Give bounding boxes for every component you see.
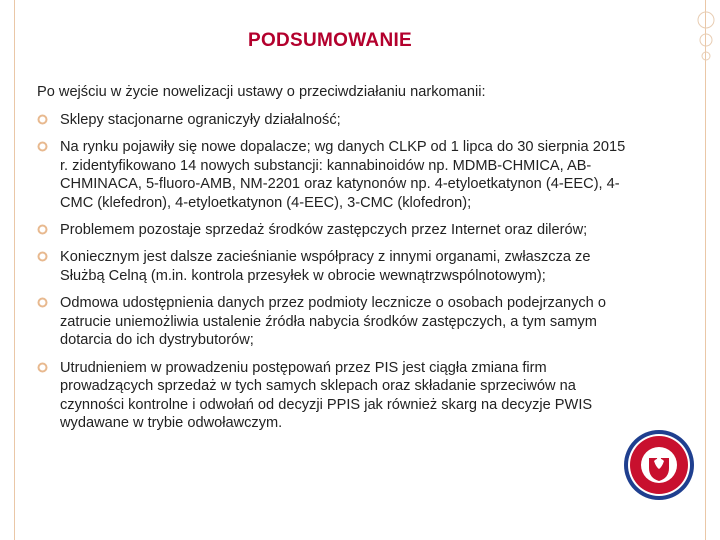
list-item	[37, 359, 637, 433]
bullet-text: Utrudnieniem w prowadzeniu postępowań przez PIS jest ciągła zmiana firm prowadzących sprzedaż w tych samych sklepach oraz składanie sprzeciwów na czynności kontrolne i odwołań od decyzji PPIS jak również skarg na decyzje PWIS wydawane w trybie odwoławczym.	[60, 359, 593, 432]
circle-ring-icon	[37, 114, 48, 125]
list-item	[37, 111, 637, 130]
circle-ring-icon	[37, 224, 48, 235]
list-item	[37, 138, 637, 212]
list-item	[37, 294, 637, 350]
list-item	[37, 248, 637, 285]
circle-ring-icon	[37, 251, 48, 262]
decorative-dots	[695, 0, 717, 540]
bullet-text: Koniecznym jest dalsze zacieśnianie współpracy z innymi organami, zwłaszcza ze Służbą Celną (m.in. kontrola przesyłek w obrocie wewnątrzwspólnotowym);	[60, 249, 591, 284]
circle-ring-icon	[37, 362, 48, 373]
bullet-text: Na rynku pojawiły się nowe dopalacze; wg danych CLKP od 1 lipca do 30 sierpnia 2015 r. zidentyfikowano 14 nowych substancji: kannabinoidów np. MDMB-CHMICA, AB-CHMINACA, 5-fluoro-AMB, NM-2201 oraz katynonów np. 4-etyloetkatynon (4-EEC), 4-CMC (klefedron), 4-etyloetkatynon (4-EEC), 3-CMC (klofedron);	[60, 139, 626, 211]
page-title: PODSUMOWANIE	[247, 30, 413, 51]
sanepid-seal-logo	[622, 428, 696, 502]
intro-text: Po wejściu w życie nowelizacji ustawy o przeciwdziałaniu narkomanii:	[37, 84, 486, 100]
bullet-list	[37, 111, 637, 441]
list-item	[37, 221, 637, 240]
bullet-text: Odmowa udostępnienia danych przez podmioty lecznicze o osobach podejrzanych o zatrucie uniemożliwia ustalenie źródła nabycia środków zastępczych, a tym samym dotarcia do ich dystrybutorów;	[60, 295, 606, 349]
bullet-text: Problemem pozostaje sprzedaż środków zastępczych przez Internet oraz dilerów;	[60, 222, 588, 239]
bullet-text: Sklepy stacjonarne ograniczyły działalność;	[60, 112, 341, 128]
circle-ring-icon	[37, 141, 48, 152]
circle-ring-icon	[37, 297, 48, 308]
